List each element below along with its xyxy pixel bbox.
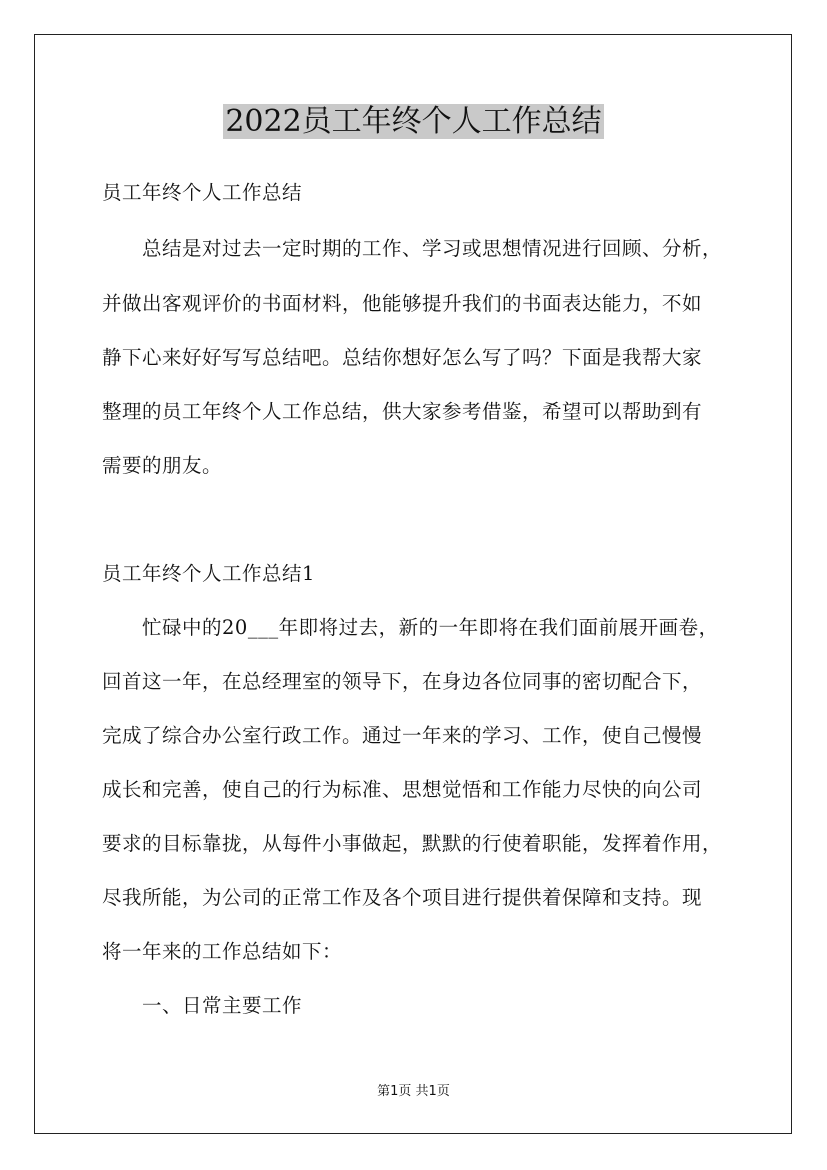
list-heading: 一、日常主要工作: [142, 994, 303, 1017]
intro-line: 需要的朋友。: [102, 454, 223, 477]
document-title: [0, 100, 827, 144]
body-line: 完成了综合办公室行政工作。通过一年来的学习、工作，使自己慢慢: [102, 724, 703, 747]
page-number-footer: 第1页 共1页: [377, 1084, 450, 1099]
body-line: 尽我所能，为公司的正常工作及各个项目进行提供着保障和支持。现: [102, 886, 703, 909]
document-title-text: 2022员工年终个人工作总结: [225, 104, 602, 139]
body-line: 要求的目标靠拢，从每件小事做起，默默的行使着职能，发挥着作用，: [102, 832, 723, 855]
intro-line: 总结是对过去一定时期的工作、学习或思想情况进行回顾、分析，: [142, 237, 723, 260]
intro-line: 整理的员工年终个人工作总结，供大家参考借鉴，希望可以帮助到有: [102, 400, 703, 423]
body-line: 将一年来的工作总结如下：: [102, 940, 343, 963]
document-subtitle: 员工年终个人工作总结: [102, 181, 303, 204]
body-line: 成长和完善，使自己的行为标准、思想觉悟和工作能力尽快的向公司: [102, 778, 703, 801]
body-line: 忙碌中的20___年即将过去，新的一年即将在我们面前展开画卷，: [142, 616, 719, 639]
body-line: 回首这一年，在总经理室的领导下，在身边各位同事的密切配合下，: [102, 670, 703, 693]
section-heading: 员工年终个人工作总结1: [102, 562, 315, 585]
intro-line: 静下心来好好写写总结吧。总结你想好怎么写了吗？下面是我帮大家: [102, 346, 703, 369]
intro-line: 并做出客观评价的书面材料，他能够提升我们的书面表达能力，不如: [102, 292, 703, 315]
